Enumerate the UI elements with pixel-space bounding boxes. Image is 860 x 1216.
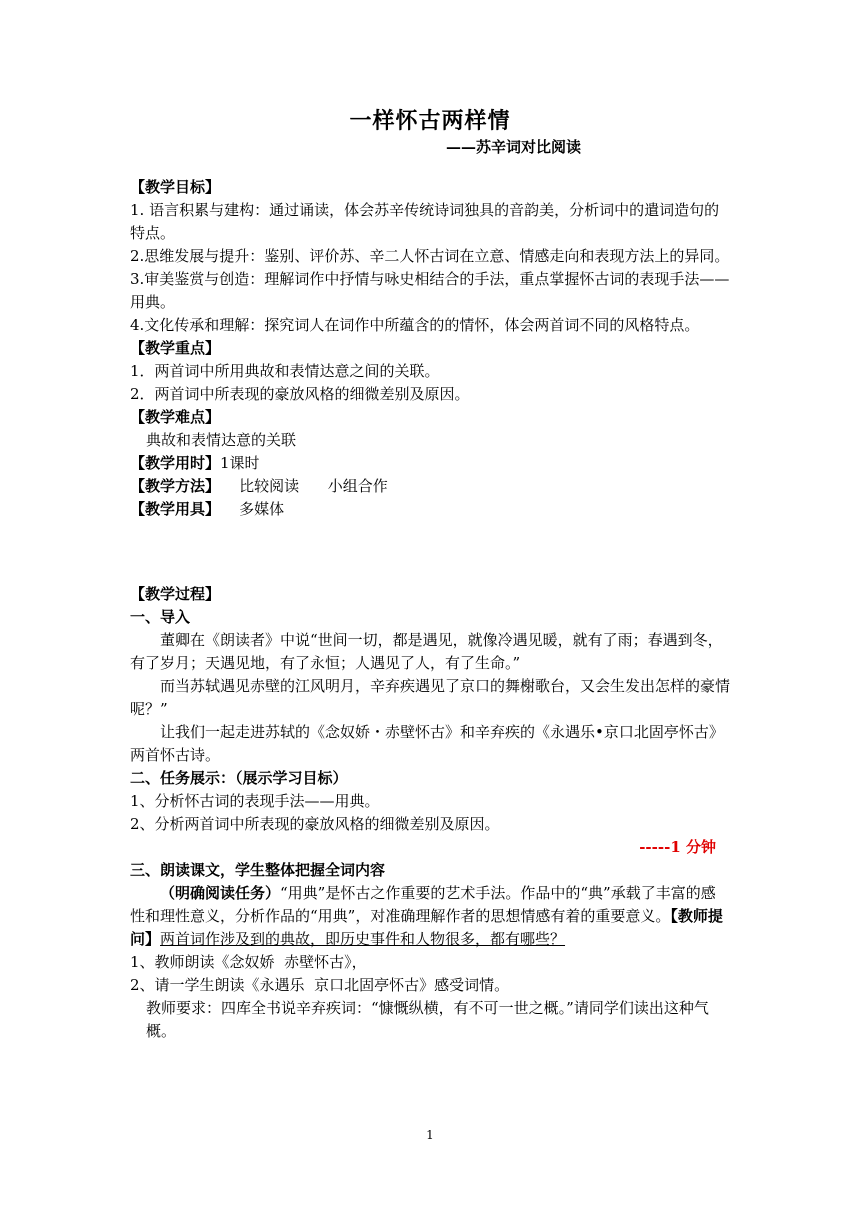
process-heading: 【教学过程】 [130, 585, 221, 603]
tools-value: 多媒体 [239, 500, 285, 518]
reading-step: 1、教师朗读《念奴娇 赤壁怀古》， [130, 953, 367, 971]
time-note: -----1 分钟 [639, 838, 716, 856]
method-heading: 【教学方法】 [130, 477, 221, 495]
page-number: 1 [426, 1128, 434, 1142]
reading-task-paragraph [130, 882, 730, 951]
intro-paragraph: 而当苏轼遇见赤壁的江风明月，辛弃疾遇见了京口的舞榭歌台，又会生发出怎样的豪情呢？” [130, 677, 731, 718]
document-subtitle: ——苏辛词对比阅读 [446, 138, 582, 156]
reading-task-text: “用典”是怀古之作重要的艺术手法。作品中的“典”承载了丰富的感性和理性意义，分析作品的“用典”，对准确理解作者的思想情感有着的重要意义。 [130, 884, 716, 925]
tools-row [130, 498, 730, 521]
intro-paragraph: 让我们一起走进苏轼的《念奴娇・赤壁怀古》和辛弃疾的《永遇乐•京口北固亭怀古》两首怀古诗。 [130, 723, 724, 764]
goal-item: 3.审美鉴赏与创造：理解词作中抒情与咏史相结合的手法，重点掌握怀古词的表现手法——用典。 [130, 270, 730, 311]
difficulty-text: 典故和表情达意的关联 [146, 431, 297, 449]
method-row [130, 475, 730, 498]
task-item: 1、分析怀古词的表现手法——用典。 [130, 792, 380, 810]
reading-task-label: （明确阅读任务） [160, 884, 281, 902]
section3-heading: 三、朗读课文，学生整体把握全词内容 [130, 861, 386, 879]
time-value: 1课时 [220, 454, 260, 472]
document-title: 一样怀古两样情 [349, 108, 511, 134]
key-point-item: 2．两首词中所表现的豪放风格的细微差别及原因。 [130, 385, 470, 403]
goal-item: 1. 语言积累与建构：通过诵读，体会苏辛传统诗词独具的音韵美，分析词中的遣词造句的特点。 [130, 201, 720, 242]
teacher-question-text: 两首词作涉及到的典故，即历史事件和人物很多，都有哪些？ [160, 930, 566, 948]
teacher-requirement: 教师要求：四库全书说辛弃疾词：“慷慨纵横，有不可一世之概。”请同学们读出这种气概。 [146, 999, 709, 1040]
section1-heading: 一、导入 [130, 608, 191, 626]
time-row [130, 452, 730, 475]
teacher-question-label: 【教师提问】 [130, 907, 723, 948]
task-item: 2、分析两首词中所表现的豪放风格的细微差别及原因。 [130, 815, 500, 833]
goal-item: 4.文化传承和理解：探究词人在词作中所蕴含的的情怀，体会两首词不同的风格特点。 [130, 316, 700, 334]
goal-item: 2.思维发展与提升：鉴别、评价苏、辛二人怀古词在立意、情感走向和表现方法上的异同。 [130, 247, 730, 265]
goals-heading: 【教学目标】 [130, 178, 221, 196]
document-body [130, 176, 730, 1043]
tools-heading: 【教学用具】 [130, 500, 221, 518]
intro-paragraph: 董卿在《朗读者》中说“世间一切，都是遇见，就像冷遇见暖，就有了雨；春遇到冬，有了岁月；天遇见地，有了永恒；人遇见了人，有了生命。” [130, 631, 723, 672]
key-points-heading: 【教学重点】 [130, 339, 221, 357]
time-heading: 【教学用时】 [130, 454, 221, 472]
method-value: 比较阅读 小组合作 [239, 477, 388, 495]
section2-heading: 二、任务展示：（展示学习目标） [130, 769, 348, 787]
reading-step: 2、请一学生朗读《永遇乐 京口北固亭怀古》感受词情。 [130, 976, 510, 994]
key-point-item: 1．两首词中所用典故和表情达意之间的关联。 [130, 362, 440, 380]
difficulty-heading: 【教学难点】 [130, 408, 221, 426]
spacer [130, 521, 730, 583]
